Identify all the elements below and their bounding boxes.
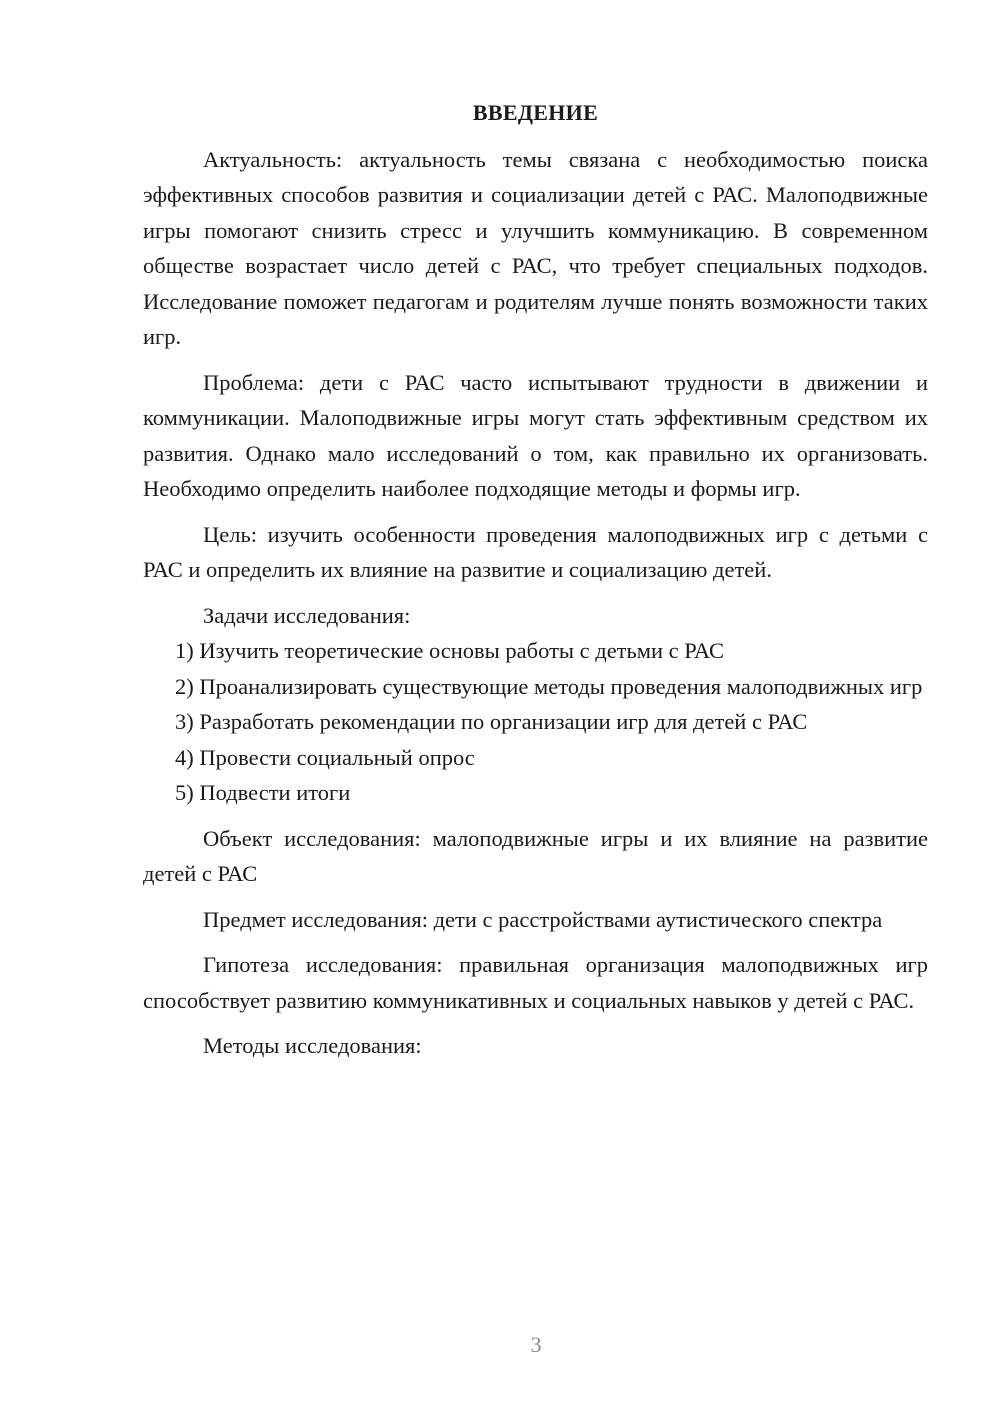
tasks-title: Задачи исследования: [203, 602, 411, 628]
relevance-paragraph: Актуальность: актуальность темы связана с необходимостью поиска эффективных способов развития и социализации детей с РАС. Малоподвижные игры помогают снизить стресс и улучшить коммуникацию. В современном обществе возрастает число детей с РАС, что требует специальных подходов. Исследование поможет педагогам и родителям лучше понять возможности таких игр. [143, 146, 928, 349]
task-item: 3) Разработать рекомендации по организации игр для детей с РАС [175, 709, 808, 734]
goal-paragraph: Цель: изучить особенности проведения малоподвижных игр с детьми с РАС и определить их влияние на развитие и социализацию детей. [143, 521, 928, 582]
methods-title: Методы исследования: [203, 1033, 422, 1058]
object-paragraph: Объект исследования: малоподвижные игры и их влияние на развитие детей с РАС [143, 825, 928, 886]
section-heading: ВВЕДЕНИЕ [472, 100, 599, 125]
problem-paragraph: Проблема: дети с РАС часто испытывают трудности в движении и коммуникации. Малоподвижные игры могут стать эффективным средством их развития. Однако мало исследований о том, как правильно их организовать. Необходимо определить наиболее подходящие методы и формы игр. [143, 369, 928, 501]
task-item: 5) Подвести итоги [175, 780, 351, 805]
task-item: 2) Проанализировать существующие методы проведения малоподвижных игр [175, 673, 923, 699]
document-page [143, 95, 928, 1064]
page-number: 3 [530, 1332, 542, 1357]
hypothesis-paragraph: Гипотеза исследования: правильная организация малоподвижных игр способствует развитию коммуникативных и социальных навыков у детей с РАС. [143, 952, 928, 1013]
task-item: 4) Провести социальный опрос [175, 744, 475, 770]
task-item: 1) Изучить теоретические основы работы с детьми с РАС [175, 638, 725, 663]
subject-paragraph: Предмет исследования: дети с расстройствами аутистического спектра [203, 906, 883, 932]
